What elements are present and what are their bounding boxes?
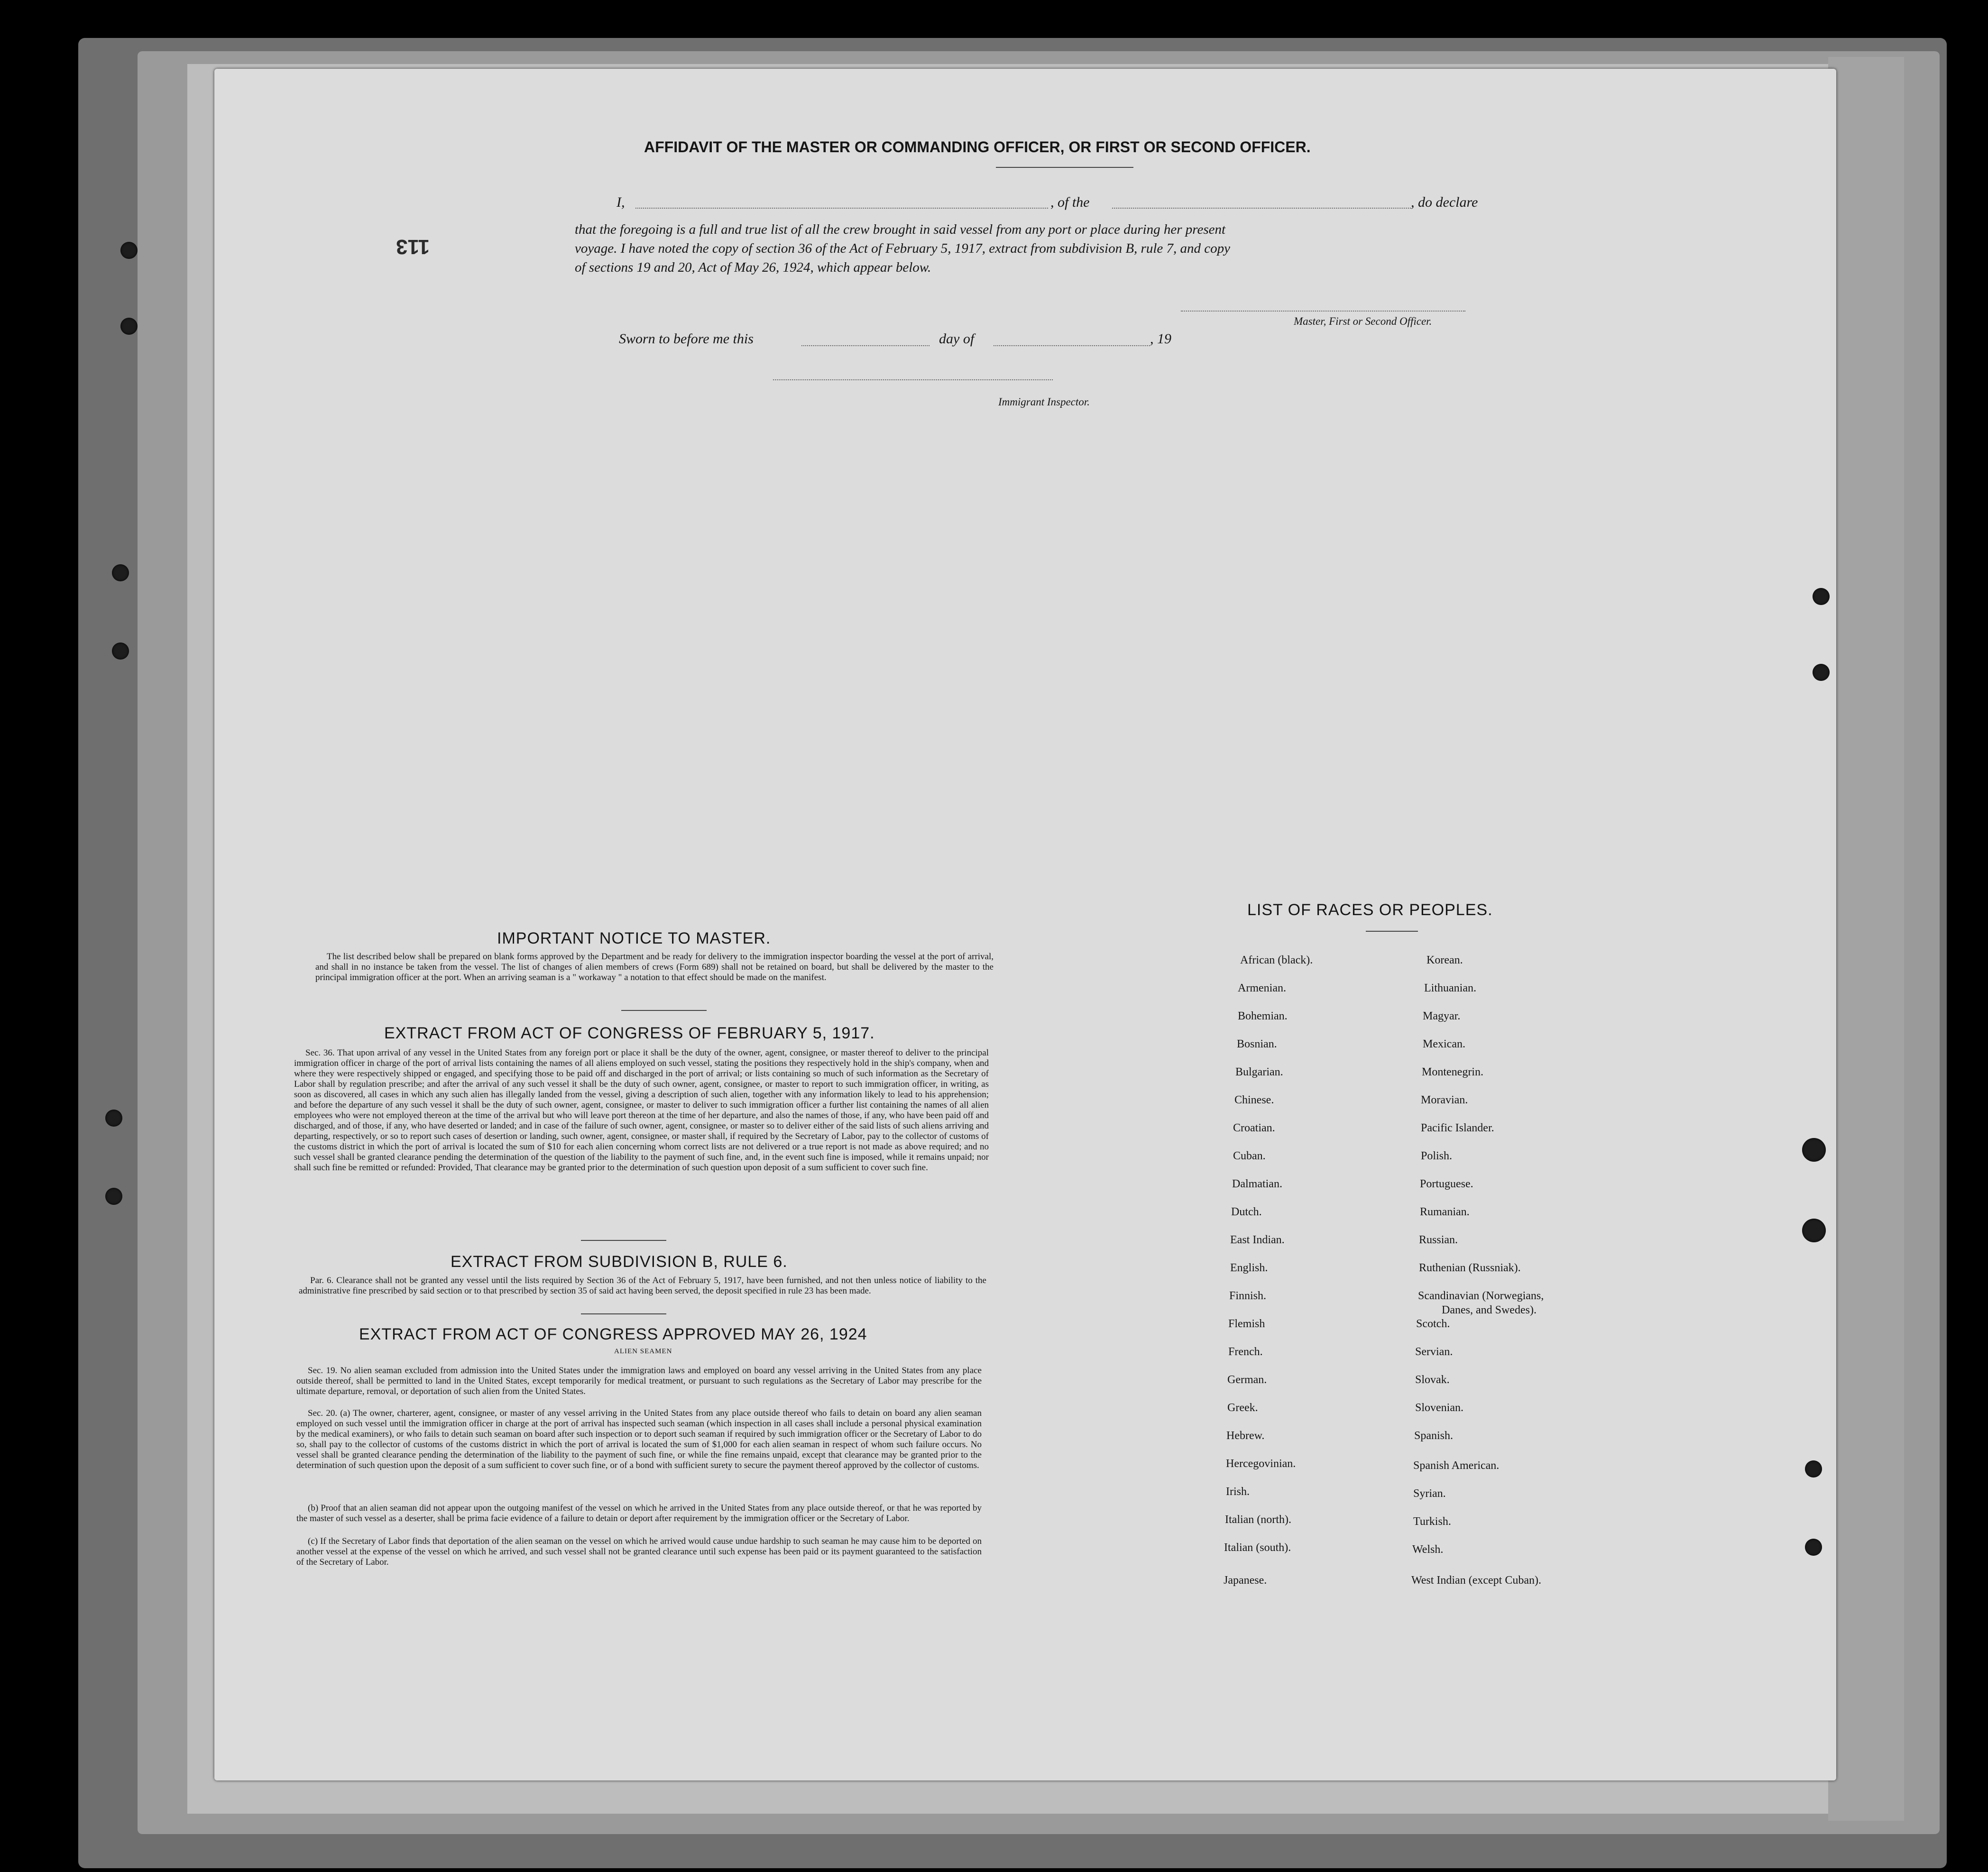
extract-1924-title: EXTRACT FROM ACT OF CONGRESS APPROVED MAY 26, 1924	[359, 1325, 867, 1343]
affidavit-i-label: I,	[617, 194, 625, 210]
notice-body: The list described below shall be prepared on blank forms approved by the Department and be ready for delivery to the immigration inspector boarding the vessel at the port of arrival, and shall in no instance be taken from the vessel. The list of changes of alien members of crews (Form 689) shall not be retained on board, but shall be delivered by the master to the principal immigration officer at the port. When an arriving seaman is a " workaway " a notation to that effect should be made on the manifest.	[315, 952, 994, 982]
name-blank	[635, 208, 1048, 209]
race-item: Scandinavian (Norwegians,	[1418, 1290, 1544, 1302]
binder-hole	[1805, 1539, 1822, 1556]
affidavit-line: of sections 19 and 20, Act of May 26, 1924, which appear below.	[575, 260, 931, 275]
under-sheet-edge	[1828, 57, 1904, 1821]
race-item: Scotch.	[1416, 1318, 1450, 1330]
binder-hole	[1813, 664, 1830, 681]
inspector-label: Immigrant Inspector.	[998, 396, 1090, 408]
affidavit-of-the-label: , of the	[1050, 194, 1090, 210]
binder-hole	[112, 564, 129, 581]
race-item: West Indian (except Cuban).	[1411, 1574, 1541, 1587]
race-item: Armenian.	[1238, 982, 1286, 994]
race-item: Slovenian.	[1415, 1402, 1463, 1414]
binder-hole	[120, 318, 138, 335]
extract-1924-sec19: Sec. 19. No alien seaman excluded from admission into the United States under the immigration laws and employed on board any vessel arriving in the United States from any place outside thereof, shall be permitted to land in the United States, except temporarily for medical treatment, or pursuant to such regulations as the Secretary of Labor may prescribe for the ultimate departure, removal, or deportation of such alien from the United States.	[296, 1366, 982, 1396]
extract-1924-sec20b: (b) Proof that an alien seaman did not appear upon the outgoing manifest of the vessel on which he arrived in the United States from any place outside thereof, or that he was reported by the master of such vessel as a deserter, shall be prima facie evidence of a failure to detain or deport after requirement by the immigration officer or the Secretary of Labor.	[296, 1503, 982, 1523]
race-item: Italian (north).	[1225, 1514, 1291, 1526]
binder-hole	[105, 1110, 122, 1127]
race-item: Greek.	[1227, 1402, 1258, 1414]
extract-1924-subtitle: ALIEN SEAMEN	[614, 1348, 672, 1355]
race-item: Korean.	[1427, 954, 1463, 966]
race-item: Finnish.	[1229, 1290, 1267, 1302]
race-item: Chinese.	[1234, 1094, 1274, 1106]
notice-title: IMPORTANT NOTICE TO MASTER.	[497, 929, 771, 947]
binder-hole	[1805, 1460, 1822, 1477]
inspector-blank	[773, 379, 1053, 380]
day-of-label: day of	[939, 331, 975, 347]
binder-hole	[1802, 1138, 1826, 1162]
race-item: English.	[1230, 1262, 1268, 1274]
month-blank	[994, 345, 1150, 346]
binder-hole	[120, 242, 138, 259]
affidavit-declare-label: , do declare	[1411, 194, 1478, 210]
race-item: Lithuanian.	[1424, 982, 1476, 994]
race-item: Turkish.	[1413, 1515, 1451, 1528]
race-item: Polish.	[1421, 1150, 1453, 1162]
race-item: Syrian.	[1413, 1487, 1446, 1500]
race-item: Danes, and Swedes).	[1442, 1304, 1537, 1316]
race-item: Spanish.	[1414, 1430, 1454, 1442]
race-item: Bohemian.	[1238, 1010, 1288, 1022]
race-item: Magyar.	[1423, 1010, 1461, 1022]
race-item: Italian (south).	[1224, 1542, 1291, 1554]
race-item: Flemish	[1228, 1318, 1265, 1330]
divider	[581, 1240, 666, 1241]
race-item: East Indian.	[1230, 1234, 1285, 1246]
extract-rule6-title: EXTRACT FROM SUBDIVISION B, RULE 6.	[451, 1253, 788, 1271]
divider	[621, 1010, 707, 1011]
race-item: Cuban.	[1233, 1150, 1266, 1162]
race-item: Croatian.	[1233, 1122, 1275, 1134]
races-title: LIST OF RACES OR PEOPLES.	[1247, 901, 1493, 919]
race-item: French.	[1228, 1346, 1263, 1358]
extract-1917-title: EXTRACT FROM ACT OF CONGRESS OF FEBRUARY 5, 1917.	[384, 1024, 875, 1042]
divider	[581, 1313, 666, 1314]
binder-hole	[112, 642, 129, 660]
page-number: 113	[396, 235, 430, 258]
race-item: Dalmatian.	[1232, 1178, 1282, 1190]
race-item: Russian.	[1419, 1234, 1458, 1246]
race-item: Spanish American.	[1413, 1459, 1500, 1472]
extract-1924-sec20: Sec. 20. (a) The owner, charterer, agent, consignee, or master of any vessel arriving in the United States from any place outside thereof who fails to detain on board any alien seaman employed on such vessel until the immigration officer in charge at the port of arrival has inspected such seaman (which inspection in all cases shall include a personal physical examination by the medical examiners), or who fails to detain such seaman on board after such inspection or to deport such seaman if required by such immigration officer or the Secretary of Labor to do so, shall pay to the collector of customs of the customs district in which the port of arrival is located the sum of $1,000 for each alien seaman in respect of whom such failure occurs. No vessel shall be granted clearance pending the determination of the liability to the payment of such fine, or while the fine remains unpaid, except that clearance may be granted prior to the determination of such question upon the deposit of a sum sufficient to cover such fine, or of a bond with sufficient surety to secure the payment thereof approved by the collector of customs.	[296, 1408, 982, 1470]
race-item: Portuguese.	[1420, 1178, 1473, 1190]
race-item: Welsh.	[1412, 1543, 1444, 1556]
race-item: Slovak.	[1415, 1374, 1450, 1386]
race-item: Hercegovinian.	[1226, 1458, 1296, 1470]
race-item: Bulgarian.	[1235, 1066, 1283, 1078]
race-item: Servian.	[1415, 1346, 1453, 1358]
affidavit-line: voyage. I have noted the copy of section 36 of the Act of February 5, 1917, extract from subdivision B, rule 7, and copy	[575, 241, 1231, 256]
race-item: Mexican.	[1423, 1038, 1465, 1050]
race-item: Japanese.	[1224, 1574, 1267, 1587]
binder-hole	[1802, 1219, 1826, 1242]
divider	[996, 167, 1133, 168]
affidavit-line: that the foregoing is a full and true list of all the crew brought in said vessel from any port or place during her present	[575, 222, 1226, 237]
divider	[1366, 931, 1418, 932]
extract-rule6-body: Par. 6. Clearance shall not be granted any vessel until the lists required by Section 36 of the Act of February 5, 1917, have been furnished, and not then unless notice of liability to the administrative fine prescribed by said section or to that prescribed by section 35 of said act having been served, the deposit specified in rule 23 has been made.	[299, 1276, 986, 1296]
extract-1924-sec20c: (c) If the Secretary of Labor finds that deportation of the alien seaman on the vessel on which he arrived would cause undue hardship to such seaman he may cause him to be deported on another vessel at the expense of the vessel on which he arrived, and such vessel shall not be granted clearance until such expense has been paid or its payment guaranteed to the satisfaction of the Secretary of Labor.	[296, 1536, 982, 1567]
affidavit-title: AFFIDAVIT OF THE MASTER OR COMMANDING OFFICER, OR FIRST OR SECOND OFFICER.	[644, 138, 1311, 156]
sworn-label: Sworn to before me this	[619, 331, 754, 347]
race-item: Dutch.	[1231, 1206, 1262, 1218]
race-item: German.	[1227, 1374, 1267, 1386]
race-item: Montenegrin.	[1422, 1066, 1483, 1078]
race-item: Irish.	[1226, 1486, 1250, 1498]
race-item: Ruthenian (Russniak).	[1419, 1262, 1521, 1274]
race-item: Bosnian.	[1237, 1038, 1277, 1050]
day-blank	[801, 345, 930, 346]
race-item: Pacific Islander.	[1421, 1122, 1494, 1134]
race-item: Hebrew.	[1226, 1430, 1265, 1442]
year-label: , 19	[1150, 331, 1171, 347]
race-item: Rumanian.	[1420, 1206, 1470, 1218]
signature-label: Master, First or Second Officer.	[1294, 315, 1432, 327]
race-item: African (black).	[1240, 954, 1313, 966]
binder-hole	[105, 1188, 122, 1205]
extract-1917-body: Sec. 36. That upon arrival of any vessel in the United States from any foreign port or place it shall be the duty of the owner, agent, consignee, or master thereof to deliver to the principal immigration officer in charge of the port of arrival lists containing the names of all aliens employed on such vessel, stating the positions they respectively hold in the ship's company, when and where they were respectively shipped or engaged, and specifying those to be paid off and discharged in the port of arrival; or lists containing so much of such information as the Secretary of Labor shall by regulation prescribe; and after the arrival of any such vessel it shall be the duty of such owner, agent, consignee, or master to report to such immigration officer, in writing, as soon as discovered, all cases in which any such alien has illegally landed from the vessel, giving a description of such alien, together with any information likely to lead to his apprehension; and before the departure of any such vessel it shall be the duty of such owner, agent, consignee, or master to deliver to such immigration officer a further list containing the names of all alien employees who were not employed thereon at the time of the arrival but who will leave port thereon at the time of her departure, and also the names of those, if any, who have been paid off and discharged, and of those, if any, who have deserted or landed; and in case of the failure of such owner, agent, consignee, or master so to deliver either of the said lists of such aliens arriving and departing, respectively, or so to report such cases of desertion or landing, such owner, agent, consignee, or master shall, if required by the Secretary of Labor, pay to the collector of customs of the customs district in which the port of arrival is located the sum of $10 for each alien concerning whom correct lists are not delivered or a true report is not made as above required; and no such vessel shall be granted clearance pending the determination of the question of the liability to the payment of such fine, and, in the event such fine is imposed, while it remains unpaid; nor shall such fine be remitted or refunded: Provided, That clearance may be granted prior to the determination of such question upon deposit of a sum sufficient to cover such fine.	[294, 1048, 989, 1173]
binder-hole	[1813, 588, 1830, 605]
vessel-blank	[1112, 208, 1411, 209]
race-item: Moravian.	[1421, 1094, 1468, 1106]
signature-blank	[1181, 311, 1465, 312]
